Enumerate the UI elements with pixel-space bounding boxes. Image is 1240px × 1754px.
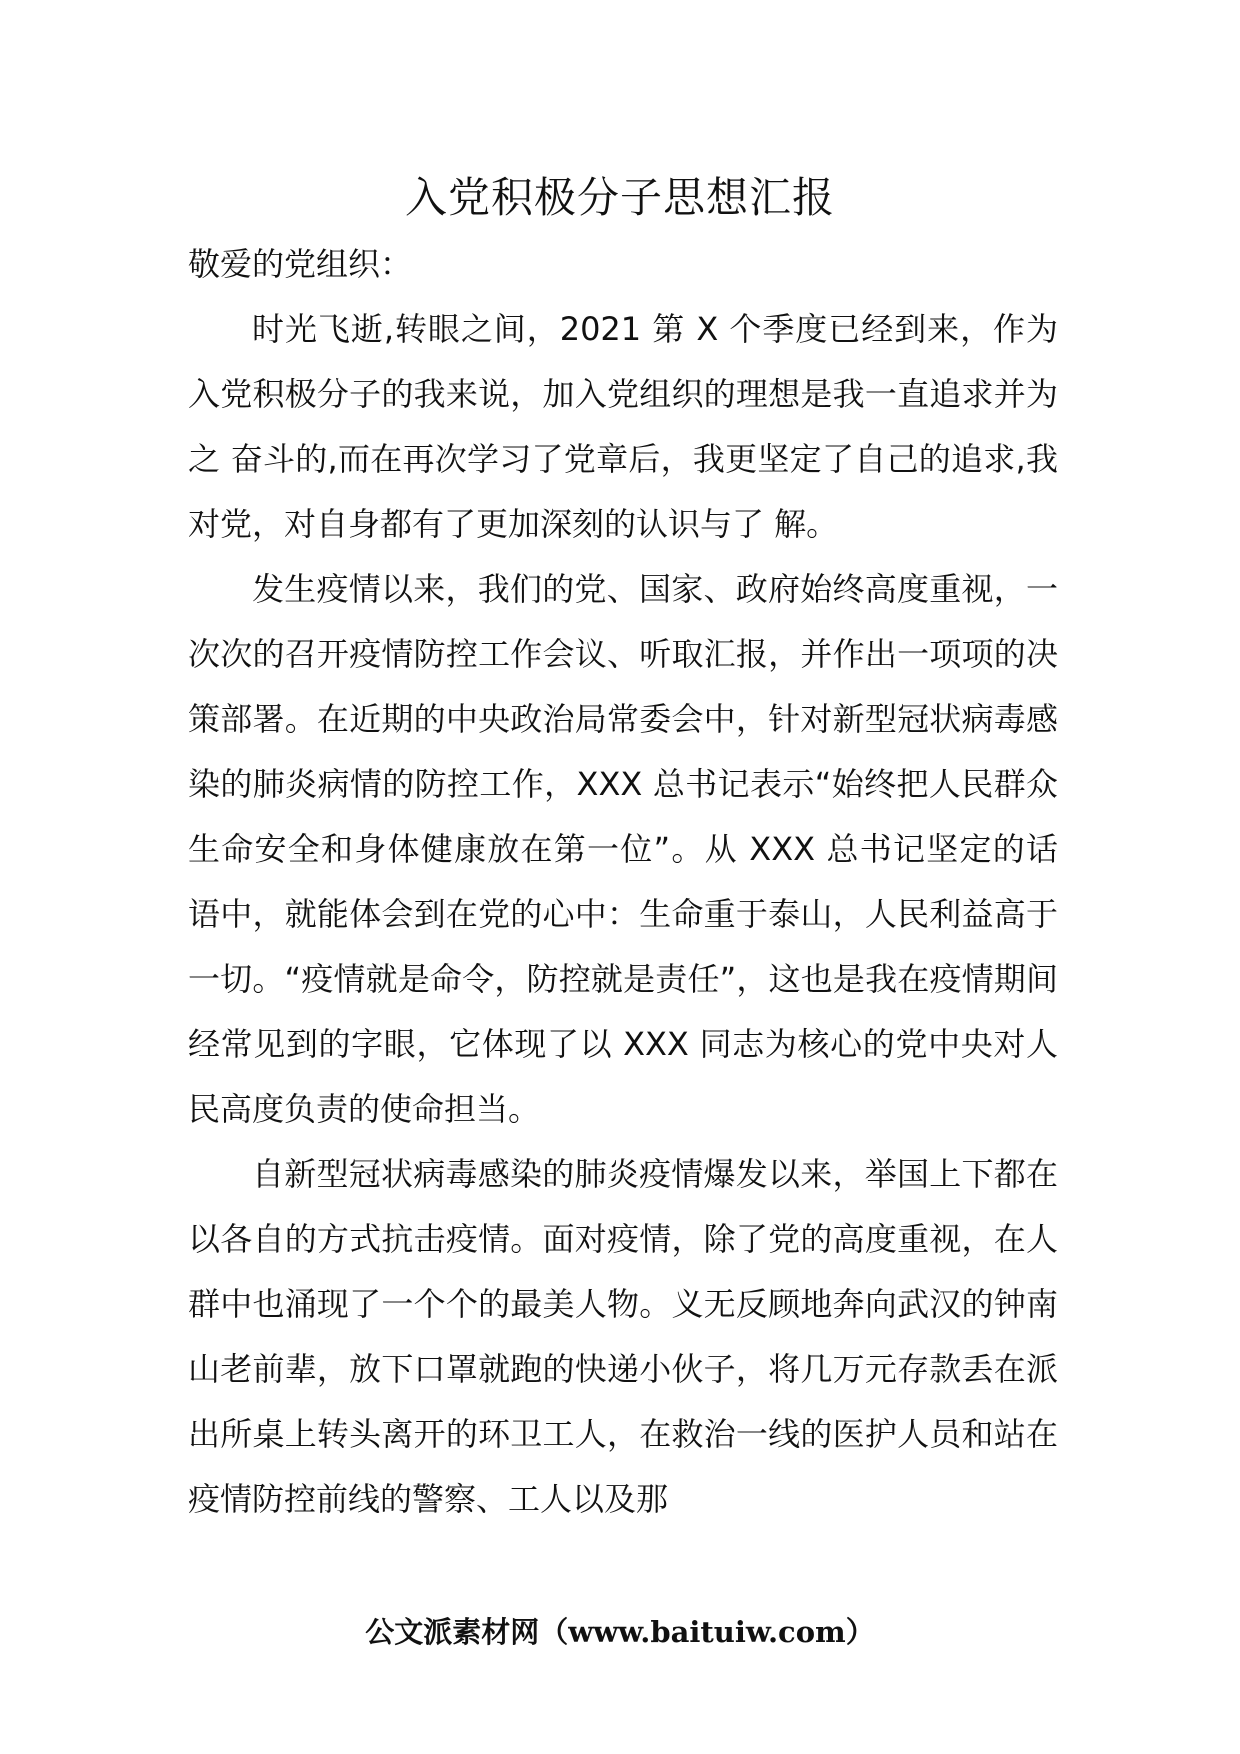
paragraph-1: 时光飞逝,转眼之间，2021 第 X 个季度已经到来，作为入党积极分子的我来说，加入党组织的理想是我一直追求并为之 奋斗的,而在再次学习了党章后，我更坚定了自己的追求,我对党，对自身都有了更加深刻的认识与了 解。 (188, 310, 1058, 543)
document-body (188, 232, 1058, 1532)
paragraph-3: 自新型冠状病毒感染的肺炎疫情爆发以来，举国上下都在以各自的方式抗击疫情。面对疫情，除了党的高度重视，在人群中也涌现了一个个的最美人物。义无反顾地奔向武汉的钟南山老前辈，放下口罩就跑的快递小伙子，将几万元存款丢在派出所桌上转头离开的环卫工人，在救治一线的医护人员和站在疫情防控前线的警察、工人以及那 (188, 1155, 1058, 1518)
document-title: 入党积极分子思想汇报 (404, 173, 835, 222)
paragraph-2: 发生疫情以来，我们的党、国家、政府始终高度重视，一次次的召开疫情防控工作会议、听取汇报，并作出一项项的决策部署。在近期的中央政治局常委会中，针对新型冠状病毒感染的肺炎病情的防控工作，XXX 总书记表示“始终把人民群众生命安全和身体健康放在第一位”。从 XXX 总书记坚定的话语中，就能体会到在党的心中：生命重于泰山，人民利益高于一切。“疫情就是命令，防控就是责任”，这也是我在疫情期间经常见到的字眼，它体现了以 XXX 同志为核心的党中央对人民高度负责的使命担当。 (188, 570, 1058, 1128)
salutation: 敬爱的党组织： (188, 245, 413, 283)
footer-watermark: 公文派素材网（www.baituiw.com） (365, 1615, 875, 1649)
